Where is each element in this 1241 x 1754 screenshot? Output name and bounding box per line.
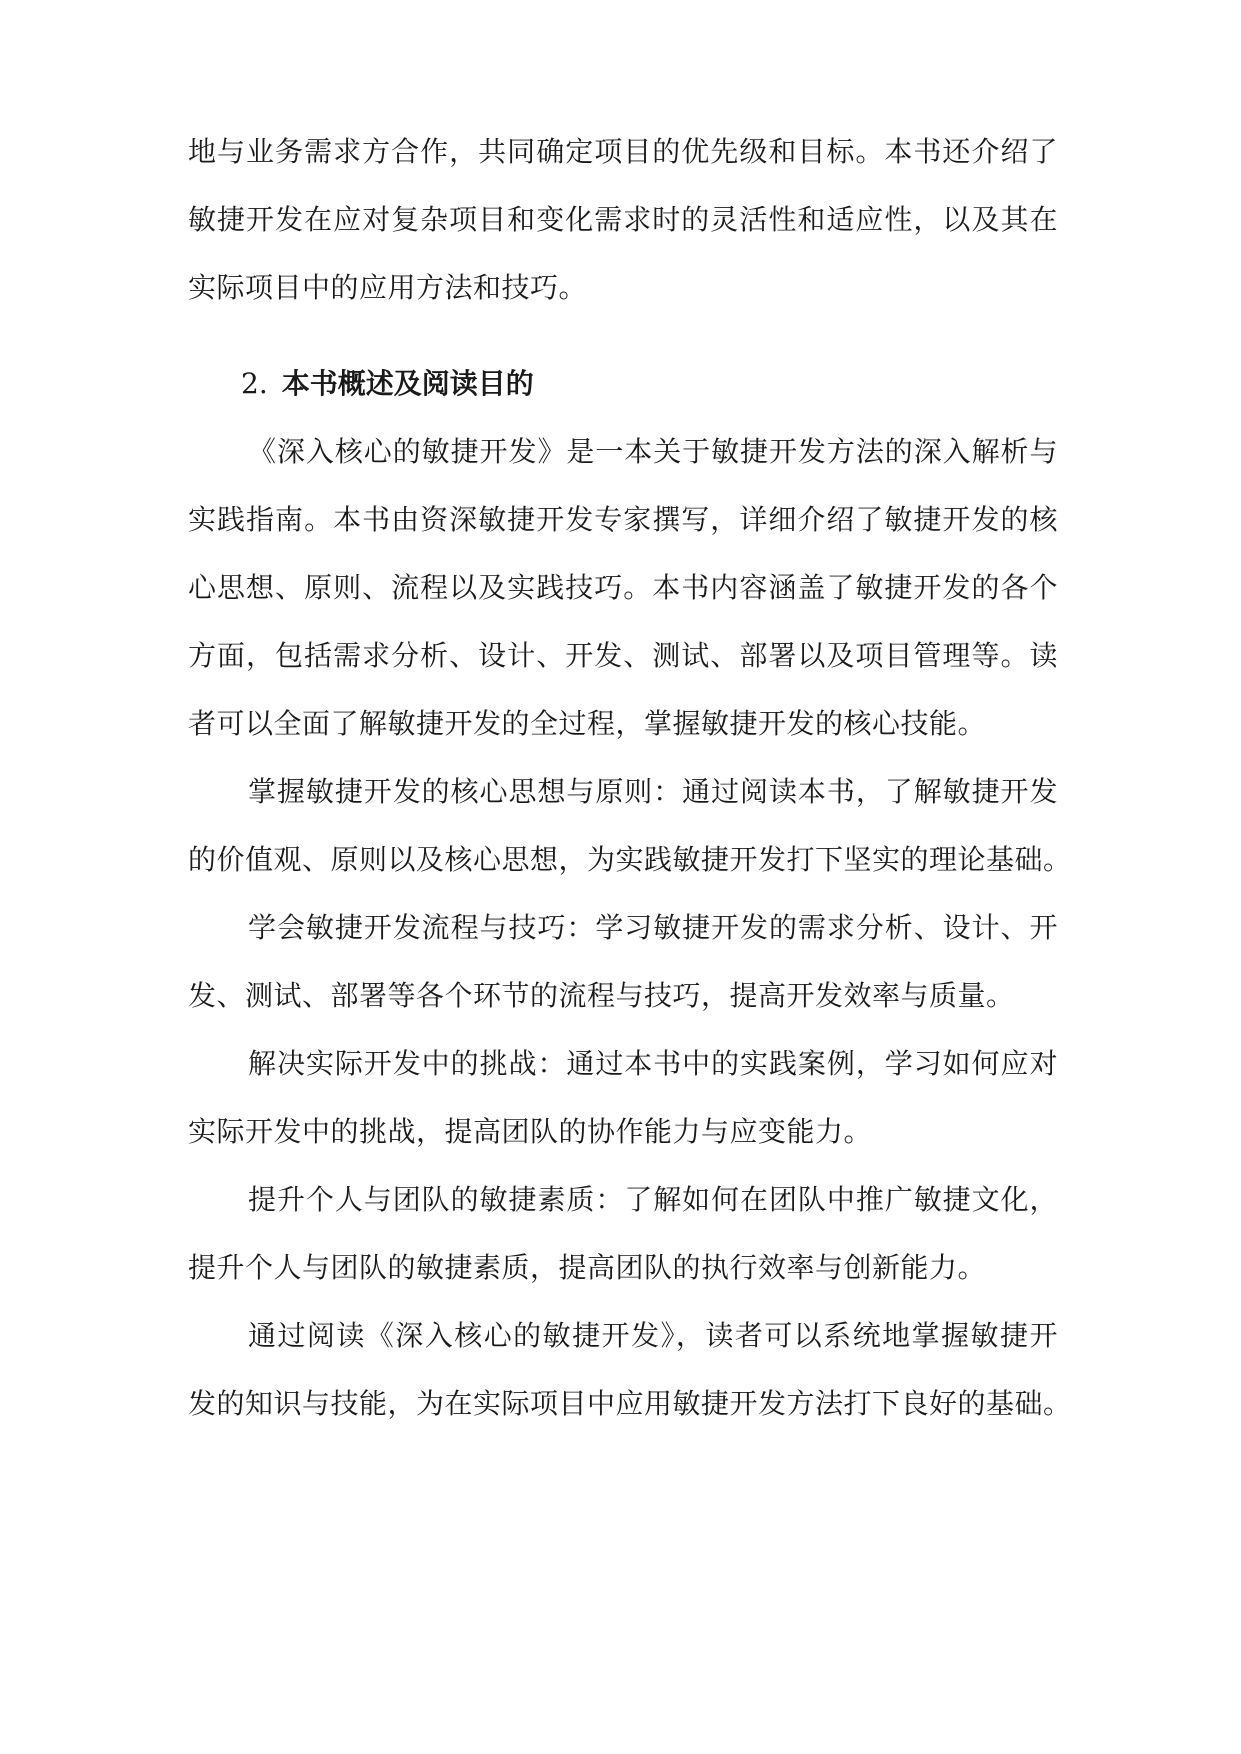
section-title: 本书概述及阅读目的 xyxy=(281,367,534,400)
text-line: 实际开发中的挑战，提高团队的协作能力与应变能力。 xyxy=(188,1115,873,1148)
paragraph-first-line: 提升个人与团队的敏捷素质：了解如何在团队中推广敏捷文化， xyxy=(248,1183,1058,1216)
text-line: 方面，包括需求分析、设计、开发、测试、部署以及项目管理等。读 xyxy=(188,639,1058,672)
text-line: 实际项目中的应用方法和技巧。 xyxy=(188,271,588,304)
text-line: 心思想、原则、流程以及实践技巧。本书内容涵盖了敏捷开发的各个 xyxy=(188,571,1058,604)
paragraph-first-line: 通过阅读《深入核心的敏捷开发》，读者可以系统地掌握敏捷开 xyxy=(248,1319,1058,1352)
text-line: 敏捷开发在应对复杂项目和变化需求时的灵活性和适应性，以及其在 xyxy=(188,203,1058,236)
text-line: 发的知识与技能，为在实际项目中应用敏捷开发方法打下良好的基础。 xyxy=(188,1387,1072,1420)
text-line: 者可以全面了解敏捷开发的全过程，掌握敏捷开发的核心技能。 xyxy=(188,707,987,740)
paragraph-first-line: 掌握敏捷开发的核心思想与原则：通过阅读本书，了解敏捷开发 xyxy=(248,775,1058,808)
text-line: 的价值观、原则以及核心思想，为实践敏捷开发打下坚实的理论基础。 xyxy=(188,843,1072,876)
paragraph-first-line: 学会敏捷开发流程与技巧：学习敏捷开发的需求分析、设计、开 xyxy=(248,911,1058,944)
text-line: 地与业务需求方合作，共同确定项目的优先级和目标。本书还介绍了 xyxy=(188,135,1058,168)
paragraph-first-line: 《深入核心的敏捷开发》是一本关于敏捷开发方法的深入解析与 xyxy=(248,435,1058,468)
paragraph-first-line: 解决实际开发中的挑战：通过本书中的实践案例，学习如何应对 xyxy=(248,1047,1058,1080)
section-number: 2. xyxy=(241,367,268,400)
text-line: 实践指南。本书由资深敏捷开发专家撰写，详细介绍了敏捷开发的核 xyxy=(188,503,1058,536)
section-heading xyxy=(241,364,534,404)
text-line: 发、测试、部署等各个环节的流程与技巧，提高开发效率与质量。 xyxy=(188,979,1015,1012)
text-line: 提升个人与团队的敏捷素质，提高团队的执行效率与创新能力。 xyxy=(188,1251,987,1284)
